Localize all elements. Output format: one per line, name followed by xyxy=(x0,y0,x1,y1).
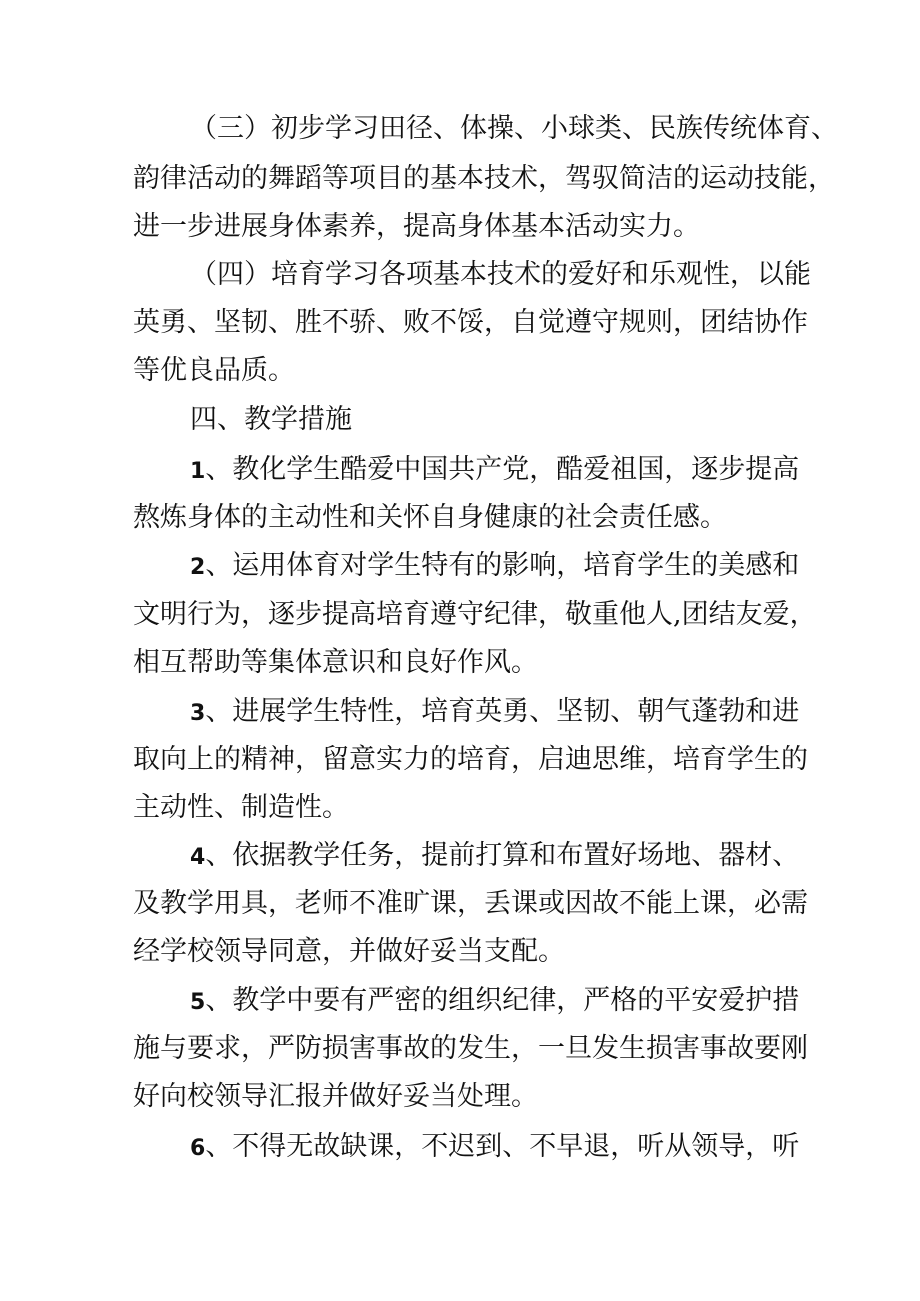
item-2-line-2: 文明行为，逐步提高培育遵守纪律，敬重他人,团结友爱， xyxy=(133,599,817,630)
item-5-line-2: 施与要求，严防损害事故的发生，一旦发生损害事故要刚 xyxy=(133,1033,808,1064)
item-1-text: 、教化学生酷爱中国共产党，酷爱祖国，逐步提高 xyxy=(205,454,800,485)
item-3-text: 、进展学生特性，培育英勇、坚韧、朝气蓬勃和进 xyxy=(205,696,800,727)
item-4-number: 4 xyxy=(190,845,206,870)
item-4-line-3: 经学校领导同意，并做好妥当支配。 xyxy=(133,936,565,967)
item-2-text: 、运用体育对学生特有的影响，培育学生的美感和 xyxy=(205,550,800,581)
paragraph-si-line-1: （四）培育学习各项基本技术的爱好和乐观性，以能 xyxy=(190,259,811,290)
item-5-number: 5 xyxy=(190,990,206,1015)
paragraph-san-line-2: 韵律活动的舞蹈等项目的基本技术，驾驭简洁的运动技能， xyxy=(133,163,835,194)
item-2-line-1 xyxy=(190,548,799,586)
item-6-number: 6 xyxy=(190,1136,206,1161)
item-1-number: 1 xyxy=(190,459,206,484)
item-4-line-1 xyxy=(190,838,799,876)
paragraph-san-line-3: 进一步进展身体素养，提高身体基本活动实力。 xyxy=(133,211,700,242)
item-2-line-3: 相互帮助等集体意识和良好作风。 xyxy=(133,647,538,678)
item-5-line-3: 好向校领导汇报并做好妥当处理。 xyxy=(133,1081,538,1112)
item-3-number: 3 xyxy=(190,701,206,726)
paragraph-san-line-1: （三）初步学习田径、体操、小球类、民族传统体育、 xyxy=(190,113,838,144)
item-3-line-3: 主动性、制造性。 xyxy=(133,792,349,823)
item-3-line-2: 取向上的精神，留意实力的培育，启迪思维，培育学生的 xyxy=(133,744,808,775)
item-6-line-1 xyxy=(190,1129,799,1167)
item-3-line-1 xyxy=(190,694,799,732)
paragraph-si-line-3: 等优良品质。 xyxy=(133,355,295,386)
item-6-text: 、不得无故缺课，不迟到、不早退，听从领导，听 xyxy=(205,1131,800,1162)
item-1-line-1 xyxy=(190,452,799,490)
item-5-line-1 xyxy=(190,983,799,1021)
item-4-line-2: 及教学用具，老师不准旷课，丢课或因故不能上课，必需 xyxy=(133,888,808,919)
section-heading: 四、教学措施 xyxy=(190,404,352,435)
item-1-line-2: 熬炼身体的主动性和关怀自身健康的社会责任感。 xyxy=(133,502,727,533)
paragraph-si-line-2: 英勇、坚韧、胜不骄、败不馁，自觉遵守规则，团结协作 xyxy=(133,307,808,338)
item-2-number: 2 xyxy=(190,555,206,580)
item-4-text: 、依据教学任务，提前打算和布置好场地、器材、 xyxy=(205,840,800,871)
item-5-text: 、教学中要有严密的组织纪律，严格的平安爱护措 xyxy=(205,985,800,1016)
